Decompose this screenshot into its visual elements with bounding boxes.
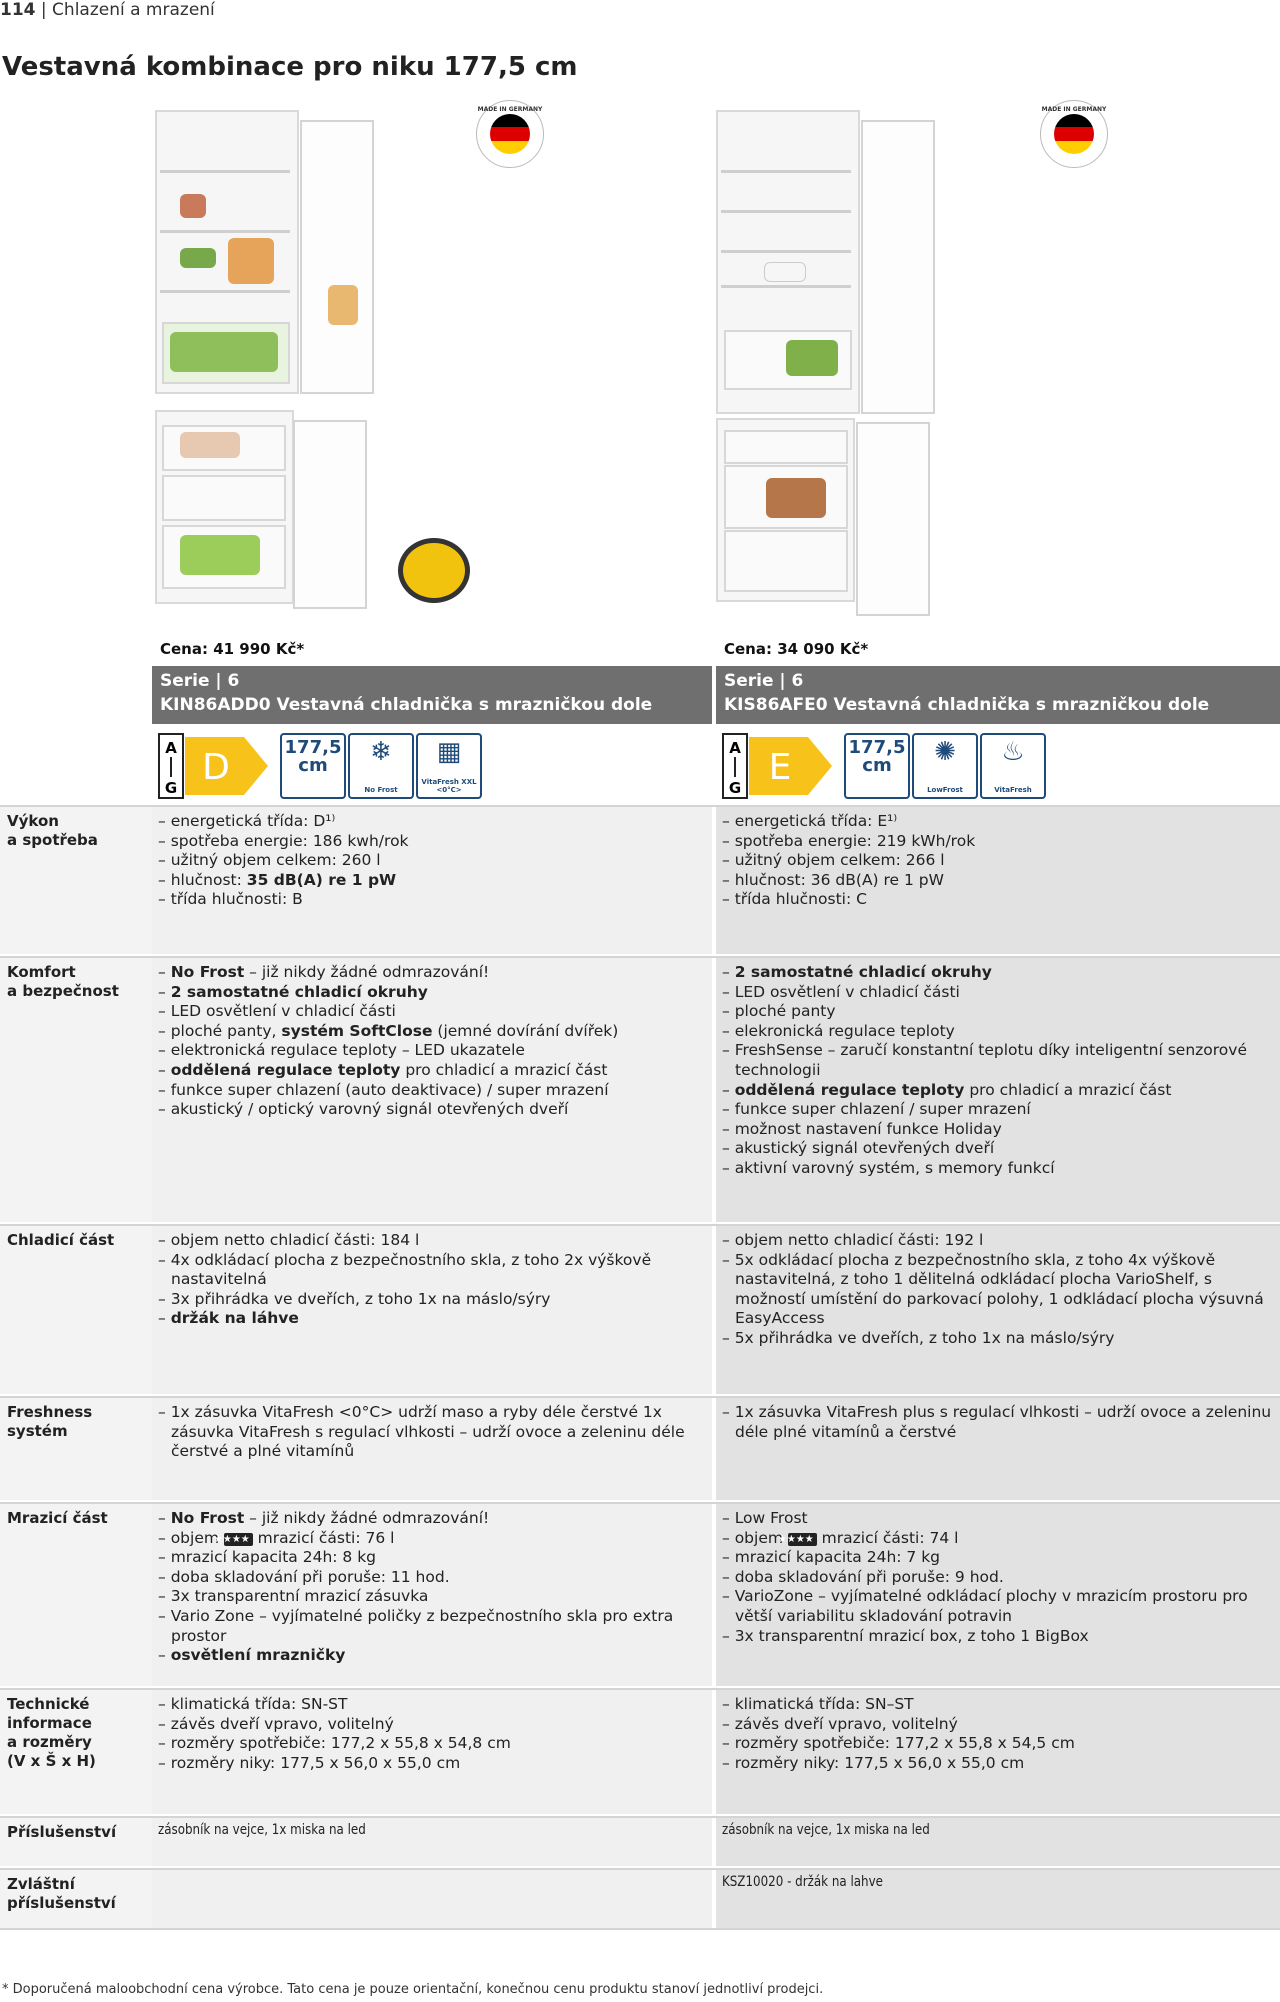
spec-item: – 1x zásuvka VitaFresh plus s regulací vlhkosti – udrží ovoce a zeleninu déle plné vitamínů a čerstvé	[722, 1403, 1280, 1442]
height-177-icon	[844, 733, 910, 799]
row-label: Zvláštní příslušenství	[0, 1870, 152, 1928]
spec-item: – hlučnost: 35 dB(A) re 1 pW	[158, 871, 712, 891]
model-title: KIN86ADD0 Vestavná chladnička s mrazničkou dole	[160, 695, 653, 715]
energy-class-letter: E	[768, 747, 792, 788]
spec-row-technical	[0, 1690, 1280, 1814]
height-177-icon	[280, 733, 346, 799]
spec-item: – držák na láhve	[158, 1309, 712, 1329]
spec-item: – možnost nastavení funkce Holiday	[722, 1120, 1280, 1140]
spec-item: – užitný objem celkem: 266 l	[722, 851, 1280, 871]
spec-item: – doba skladování při poruše: 11 hod.	[158, 1568, 712, 1588]
spec-item: – objem ★★★★ mrazicí části: 76 l	[158, 1529, 712, 1549]
spec-item: – rozměry spotřebiče: 177,2 x 55,8 x 54,5 cm	[722, 1734, 1280, 1754]
serie-bar-2	[716, 666, 1280, 724]
spec-item: – akustický signál otevřených dveří	[722, 1139, 1280, 1159]
row-label: Technické informace a rozměry (V x Š x H)	[0, 1690, 152, 1814]
row-col-2	[716, 807, 1280, 954]
spec-item: – objem ★★★★ mrazicí části: 74 l	[722, 1529, 1280, 1549]
low-frost-icon: ✺ LowFrost	[912, 733, 978, 799]
icon-label: VitaFresh XXL <0°C>	[421, 778, 477, 794]
spec-item: – funkce super chlazení / super mrazení	[722, 1100, 1280, 1120]
accessories-text: zásobník na vejce, 1x miska na led	[157, 1822, 366, 1838]
energy-class-letter: D	[202, 747, 230, 788]
spec-item: – objem netto chladicí části: 192 l	[722, 1231, 1280, 1251]
spec-item: – 2 samostatné chladicí okruhy	[722, 963, 1280, 983]
spec-item: – rozměry spotřebiče: 177,2 x 55,8 x 54,8 cm	[158, 1734, 712, 1754]
made-in-germany-seal-1	[476, 100, 544, 168]
spec-item: – oddělená regulace teploty pro chladicí a mrazicí část	[722, 1081, 1280, 1101]
energy-scale-bottom: G	[728, 779, 742, 797]
row-col-1	[152, 1226, 712, 1394]
page-number: 114	[0, 0, 36, 20]
row-col-2	[716, 1690, 1280, 1814]
spec-item: – mrazicí kapacita 24h: 7 kg	[722, 1548, 1280, 1568]
energy-scale-top: A	[729, 739, 741, 757]
spec-item: – funkce super chlazení (auto deaktivace) / super mrazení	[158, 1081, 712, 1101]
row-col-1	[152, 1870, 712, 1928]
icon-label: LowFrost	[927, 786, 963, 794]
row-col-1	[152, 1398, 712, 1500]
spec-row-accessories	[0, 1818, 1280, 1866]
spec-item: – 5x přihrádka ve dveřích, z toho 1x na máslo/sýry	[722, 1329, 1280, 1349]
height-value: 177,5	[848, 737, 906, 758]
spec-item: – užitný objem celkem: 260 l	[158, 851, 712, 871]
spec-item: – Low Frost	[722, 1509, 1280, 1529]
serie-bar-1	[152, 666, 712, 724]
spec-row-performance	[0, 807, 1280, 954]
spec-item: – 3x transparentní mrazicí zásuvka	[158, 1587, 712, 1607]
spec-item: – 3x transparentní mrazicí box, z toho 1 BigBox	[722, 1627, 1280, 1647]
spec-item: – energetická třída: E¹⁾	[722, 812, 1280, 832]
spec-item: – rozměry niky: 177,5 x 56,0 x 55,0 cm	[722, 1754, 1280, 1774]
row-label: Chladicí část	[0, 1226, 152, 1394]
spec-item: – spotřeba energie: 219 kWh/rok	[722, 832, 1280, 852]
row-col-2	[716, 1870, 1280, 1928]
height-unit: cm	[298, 755, 328, 776]
row-col-2	[716, 958, 1280, 1222]
spec-item: – ploché panty	[722, 1002, 1280, 1022]
spec-row-freezer	[0, 1504, 1280, 1686]
german-flag-icon	[490, 114, 530, 154]
seal-text: MADE IN GERMANY	[1041, 106, 1107, 113]
model-title: KIS86AFE0 Vestavná chladnička s mrazničkou dole	[724, 695, 1210, 715]
page-title: Vestavná kombinace pro niku 177,5 cm	[2, 52, 578, 82]
page-header	[0, 0, 215, 20]
serie-label: Serie | 6	[160, 671, 240, 691]
spec-item: – elekronická regulace teploty	[722, 1022, 1280, 1042]
row-col-1	[152, 1504, 712, 1686]
spec-item: – mrazicí kapacita 24h: 8 kg	[158, 1548, 712, 1568]
spec-item: – 5x odkládací plocha z bezpečnostního skla, z toho 4x výškově nastavitelná, z toho 1 dělitelná odkládací plocha VarioShelf, s možností umístění do parkovací polohy, 1 odkládací plocha výsuvná EasyAccess	[722, 1251, 1280, 1329]
row-divider	[0, 1928, 1280, 1930]
spec-item: – 3x přihrádka ve dveřích, z toho 1x na máslo/sýry	[158, 1290, 712, 1310]
spec-item: – aktivní varovný systém, s memory funkcí	[722, 1159, 1280, 1179]
spec-item: – závěs dveří vpravo, volitelný	[722, 1715, 1280, 1735]
row-col-2	[716, 1504, 1280, 1686]
special-accessories-text	[152, 1870, 628, 1874]
energy-scale-top: A	[165, 739, 177, 757]
row-col-2	[716, 1398, 1280, 1500]
spec-item: – 2 samostatné chladicí okruhy	[158, 983, 712, 1003]
row-label: Komfort a bezpečnost	[0, 958, 152, 1222]
vitafresh-xxl-icon: ▦ VitaFresh XXL <0°C>	[416, 733, 482, 799]
row-label: Výkon a spotřeba	[0, 807, 152, 954]
spec-row-comfort	[0, 958, 1280, 1222]
energy-label-icon	[158, 733, 270, 799]
seal-text: MADE IN GERMANY	[477, 106, 543, 113]
spec-item: – rozměry niky: 177,5 x 56,0 x 55,0 cm	[158, 1754, 712, 1774]
spec-item: – LED osvětlení v chladicí části	[158, 1002, 712, 1022]
no-frost-icon: ❄ No Frost	[348, 733, 414, 799]
spec-item: – oddělená regulace teploty pro chladicí a mrazicí část	[158, 1061, 712, 1081]
header-divider: |	[40, 0, 47, 20]
made-in-germany-seal-2	[1040, 100, 1108, 168]
vitafresh-icon: ♨ VitaFresh	[980, 733, 1046, 799]
spec-item: – klimatická třída: SN-ST	[158, 1695, 712, 1715]
spec-item: – No Frost – již nikdy žádné odmrazování!	[158, 963, 712, 983]
row-label: Příslušenství	[0, 1818, 152, 1866]
spec-item: – akustický / optický varovný signál otevřených dveří	[158, 1100, 712, 1120]
spec-item: – Vario Zone – vyjímatelné poličky z bezpečnostního skla pro extra prostor	[158, 1607, 712, 1646]
icon-label: No Frost	[364, 786, 398, 794]
spec-item: – klimatická třída: SN–ST	[722, 1695, 1280, 1715]
header-section: Chlazení a mrazení	[52, 0, 215, 20]
spec-item: – objem netto chladicí části: 184 l	[158, 1231, 712, 1251]
row-col-1	[152, 1818, 712, 1866]
accessories-text: zásobník na vejce, 1x miska na led	[721, 1822, 930, 1838]
spec-row-cooling	[0, 1226, 1280, 1394]
price-product-1: Cena: 41 990 Kč*	[160, 640, 305, 658]
spec-item: – spotřeba energie: 186 kwh/rok	[158, 832, 712, 852]
spec-item: – ploché panty, systém SoftClose (jemné dovírání dvířek)	[158, 1022, 712, 1042]
spec-item: – třída hlučnosti: B	[158, 890, 712, 910]
spec-item: – osvětlení mrazničky	[158, 1646, 712, 1666]
spec-item: – závěs dveří vpravo, volitelný	[158, 1715, 712, 1735]
row-label: Mrazicí část	[0, 1504, 152, 1686]
spec-item: – 1x zásuvka VitaFresh <0°C> udrží maso a ryby déle čerstvé 1x zásuvka VitaFresh s regulací vlhkosti – udrží ovoce a zeleninu déle čerstvé a plné vitamínů	[158, 1403, 712, 1462]
spec-item: – energetická třída: D¹⁾	[158, 812, 712, 832]
spec-item: – FreshSense – zaručí konstantní teplotu díky inteligentní senzorové technologii	[722, 1041, 1280, 1080]
icon-label: VitaFresh	[994, 786, 1032, 794]
spec-item: – 4x odkládací plocha z bezpečnostního skla, z toho 2x výškově nastavitelná	[158, 1251, 712, 1290]
price-product-2: Cena: 34 090 Kč*	[724, 640, 869, 658]
german-flag-icon	[1054, 114, 1094, 154]
footnote: * Doporučená maloobchodní cena výrobce. Tato cena je pouze orientační, konečnou cenu produktu stanoví jednotliví prodejci.	[2, 1982, 824, 1997]
row-col-2	[716, 1818, 1280, 1866]
height-unit: cm	[862, 755, 892, 776]
spec-item: – hlučnost: 36 dB(A) re 1 pW	[722, 871, 1280, 891]
energy-label-icon	[722, 733, 834, 799]
product-image-1	[150, 110, 490, 630]
special-accessories-text: KSZ10020 - držák na lahve	[721, 1874, 883, 1890]
spec-item: – elektronická regulace teploty – LED ukazatele	[158, 1041, 712, 1061]
serie-label: Serie | 6	[724, 671, 804, 691]
spec-item: – třída hlučnosti: C	[722, 890, 1280, 910]
spec-item: – LED osvětlení v chladicí části	[722, 983, 1280, 1003]
row-col-1	[152, 807, 712, 954]
spec-row-special-accessories	[0, 1870, 1280, 1928]
product-image-2	[716, 110, 976, 630]
spec-item: – VarioZone – vyjímatelné odkládací plochy v mrazicím prostoru pro větší variabilitu skladování potravin	[722, 1587, 1280, 1626]
spec-item: – doba skladování při poruše: 9 hod.	[722, 1568, 1280, 1588]
row-col-2	[716, 1226, 1280, 1394]
row-col-1	[152, 1690, 712, 1814]
spec-row-freshness	[0, 1398, 1280, 1500]
spec-item: – No Frost – již nikdy žádné odmrazování!	[158, 1509, 712, 1529]
height-value: 177,5	[284, 737, 342, 758]
energy-scale-bottom: G	[164, 779, 178, 797]
row-col-1	[152, 958, 712, 1222]
row-label: Freshness systém	[0, 1398, 152, 1500]
